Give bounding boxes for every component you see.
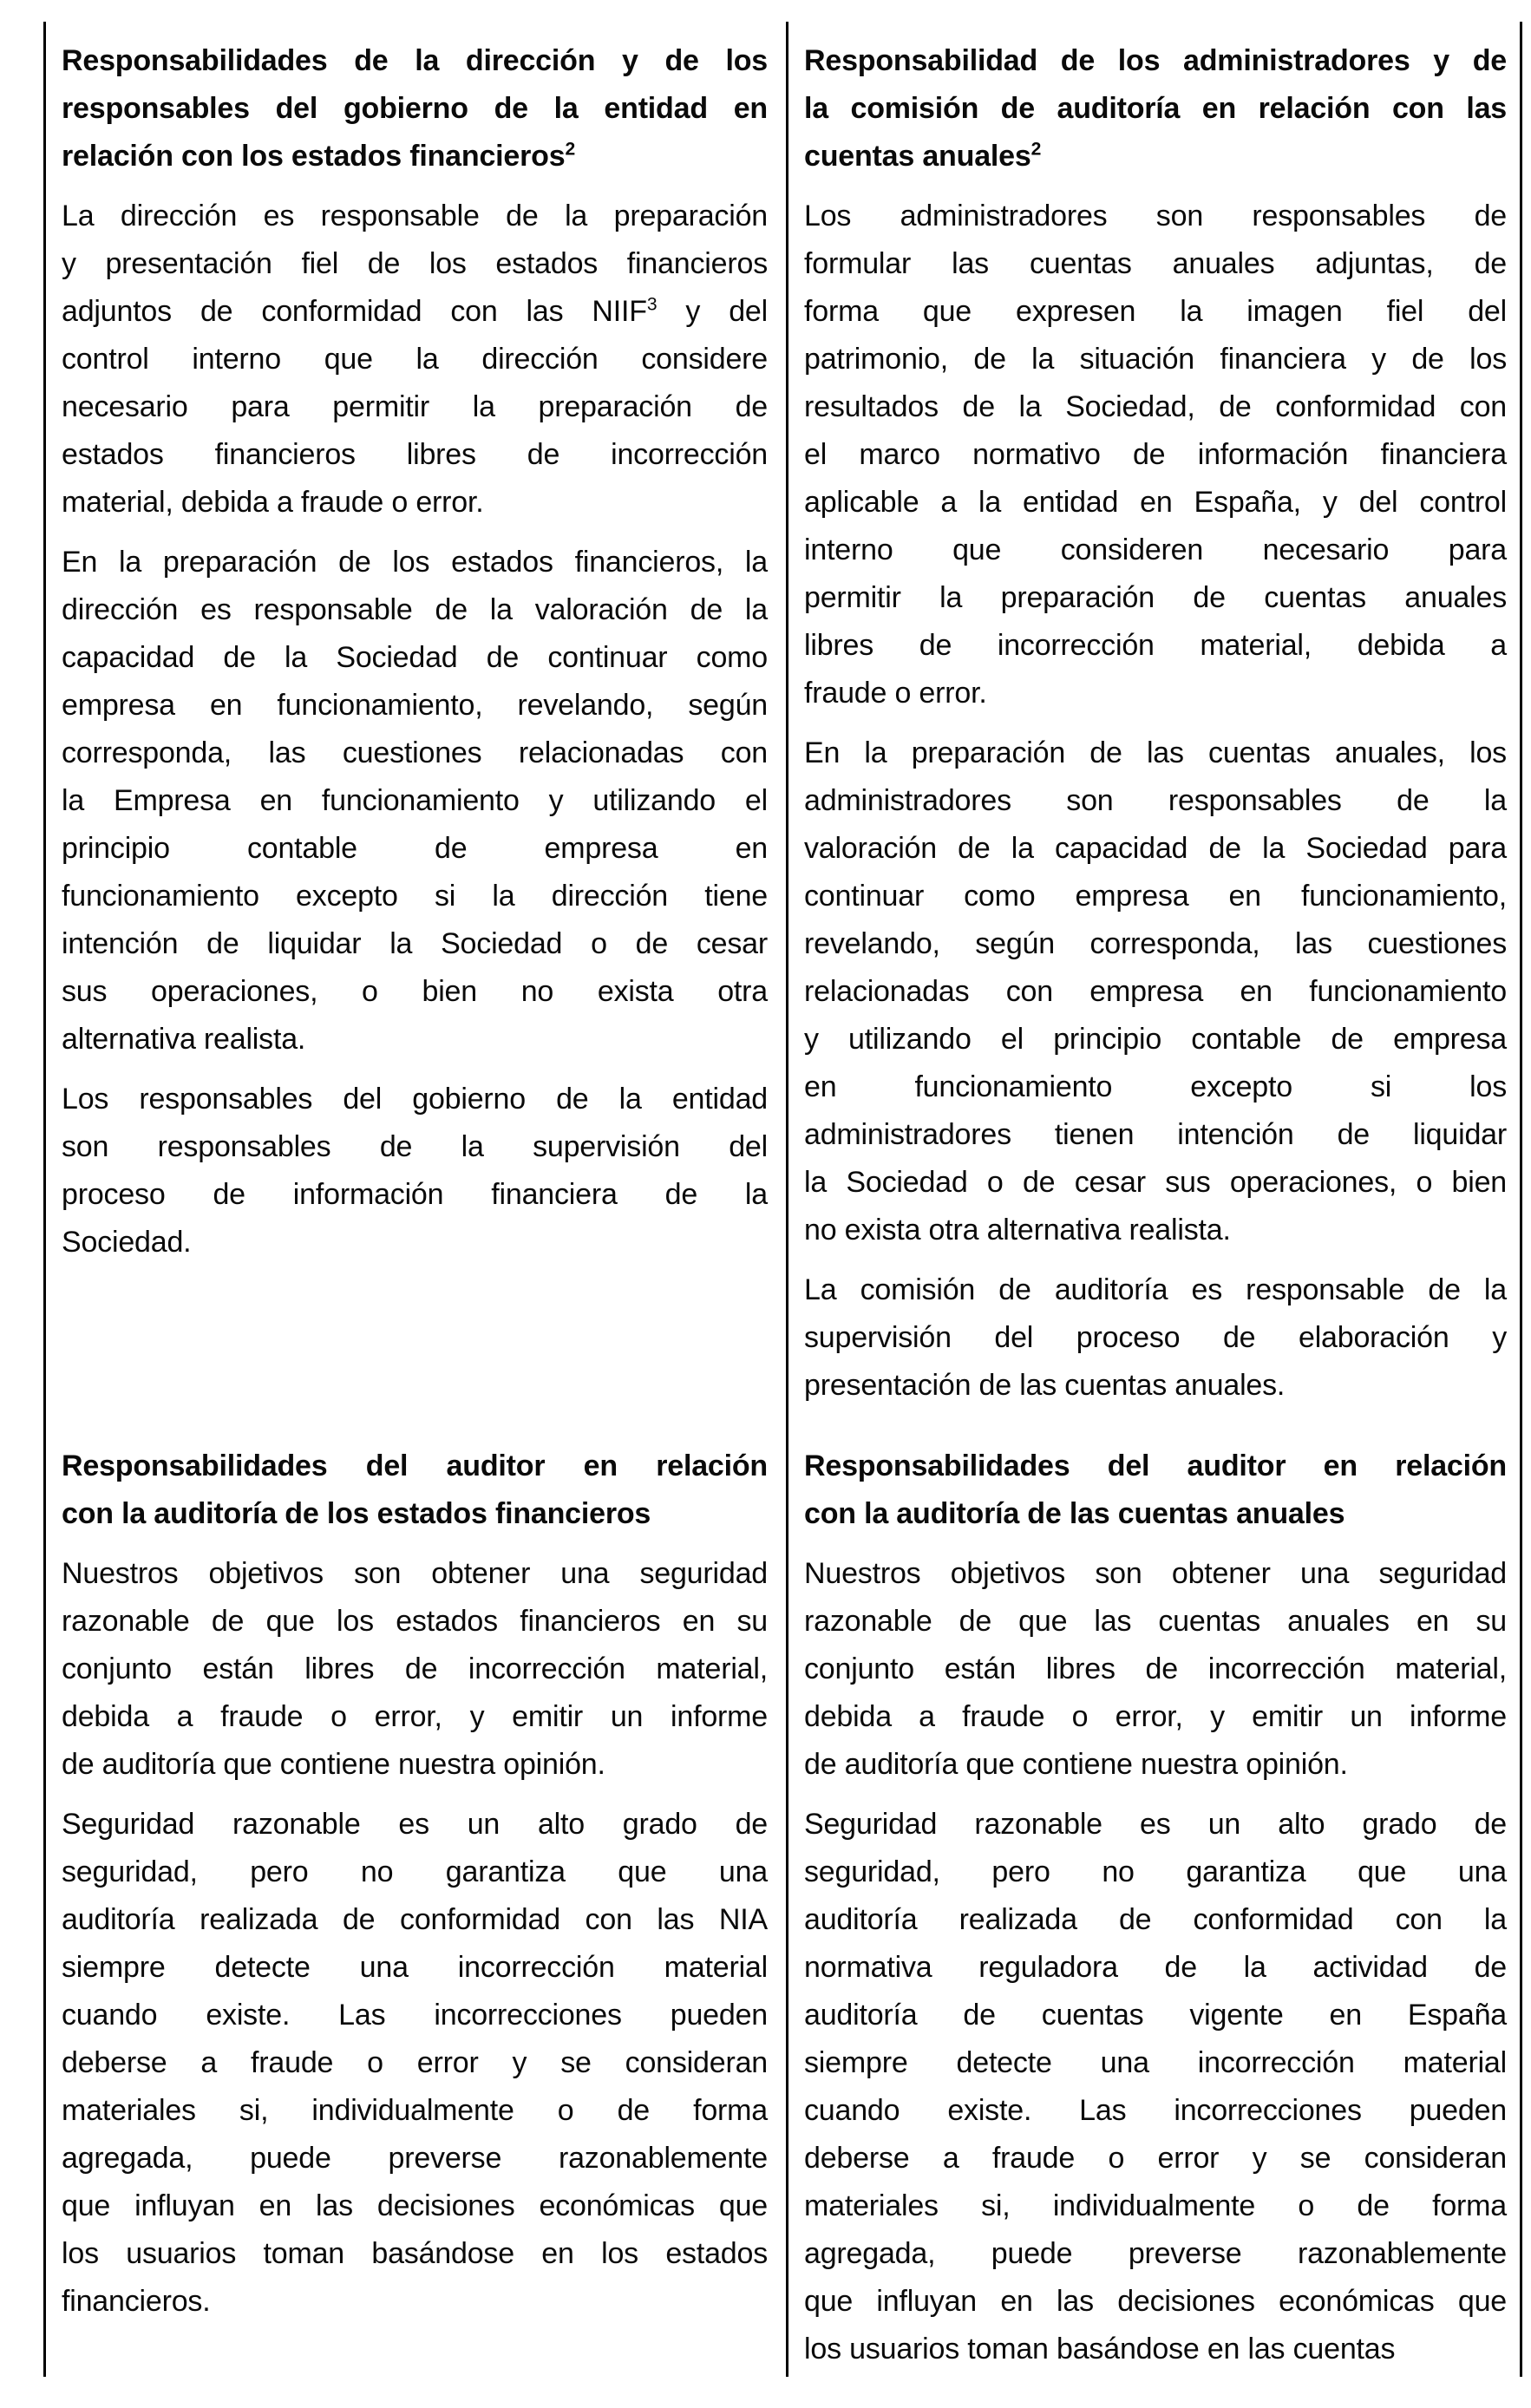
text-line: presentación de las cuentas anuales. xyxy=(804,1369,1286,1402)
text-line: Responsabilidades del auditor en relación xyxy=(62,1449,768,1482)
text-line: Responsabilidades del auditor en relación xyxy=(804,1449,1507,1482)
text-line: conjunto están libres de incorrección material, xyxy=(804,1652,1507,1685)
text-line: formular las cuentas anuales adjuntas, de xyxy=(804,247,1507,280)
cell-estados-financieros-auditor xyxy=(46,1427,786,2377)
text-line: Responsabilidad de los administradores y de xyxy=(804,44,1507,77)
text-line: relación con los estados financieros$^2$ xyxy=(62,139,575,173)
text-line: agregada, puede preverse razonablemente xyxy=(804,2237,1507,2270)
paragraph xyxy=(804,193,1507,717)
text-line: dirección es responsable de la valoración de la xyxy=(62,593,768,626)
text-line: agregada, puede preverse razonablemente xyxy=(62,2142,768,2175)
text-line: auditoría de cuentas vigente en España xyxy=(804,1999,1507,2032)
paragraph xyxy=(62,1801,768,2326)
text-line: Nuestros objetivos son obtener una seguridad xyxy=(804,1557,1507,1590)
text-line: seguridad, pero no garantiza que una xyxy=(804,1855,1507,1888)
text-line: principio contable de empresa en xyxy=(62,832,768,865)
text-line: la Sociedad o de cesar sus operaciones, o bien xyxy=(804,1166,1507,1199)
text-line: auditoría realizada de conformidad con las NIA xyxy=(62,1903,768,1936)
text-line: cuando existe. Las incorrecciones pueden xyxy=(804,2094,1507,2127)
cell-cuentas-anuales-auditor xyxy=(786,1427,1525,2377)
text-line: financieros. xyxy=(62,2285,211,2318)
text-line: conjunto están libres de incorrección material, xyxy=(62,1652,768,1685)
footnote-reference: 2 xyxy=(1030,139,1042,160)
text-line: siempre detecte una incorrección material xyxy=(62,1951,768,1984)
paragraph xyxy=(804,1801,1507,2373)
text-line: resultados de la Sociedad, de conformidad con xyxy=(804,390,1507,423)
text-line: administradores son responsables de la xyxy=(804,784,1507,817)
text-line: En la preparación de las cuentas anuales, los xyxy=(804,736,1507,769)
section-heading xyxy=(62,37,768,180)
text-line: relacionadas con empresa en funcionamiento xyxy=(804,975,1507,1008)
text-line: con la auditoría de los estados financieros xyxy=(62,1497,651,1530)
cell-estados-financieros-direccion xyxy=(46,22,786,1427)
text-line: la comisión de auditoría en relación con las xyxy=(804,92,1507,125)
text-line: materiales si, individualmente o de forma xyxy=(62,2094,768,2127)
text-line: necesario para permitir la preparación de xyxy=(62,390,768,423)
text-line: razonable de que las cuentas anuales en su xyxy=(804,1605,1507,1638)
text-line: Los responsables del gobierno de la entidad xyxy=(62,1083,768,1116)
text-line: deberse a fraude o error y se consideran xyxy=(62,2046,768,2079)
text-line: y presentación fiel de los estados financieros xyxy=(62,247,768,280)
text-line: responsables del gobierno de la entidad en xyxy=(62,92,768,125)
text-line: debida a fraude o error, y emitir un informe xyxy=(804,1700,1507,1733)
text-line: Seguridad razonable es un alto grado de xyxy=(62,1808,768,1841)
text-line: razonable de que los estados financieros en su xyxy=(62,1605,768,1638)
footnote-reference: 3 xyxy=(646,294,658,315)
footnote-reference: 2 xyxy=(565,139,575,160)
text-line: no exista otra alternativa realista. xyxy=(804,1214,1231,1247)
text-line: los usuarios toman basándose en los estados xyxy=(62,2237,768,2270)
text-line: Responsabilidades de la dirección y de los xyxy=(62,44,768,77)
text-line: debida a fraude o error, y emitir un informe xyxy=(62,1700,768,1733)
text-line: alternativa realista. xyxy=(62,1023,306,1056)
text-line: Seguridad razonable es un alto grado de xyxy=(804,1808,1507,1841)
text-line: la Empresa en funcionamiento y utilizando el xyxy=(62,784,768,817)
text-line: cuentas anuales$^2$ xyxy=(804,139,1042,173)
paragraph xyxy=(62,193,768,527)
section-heading xyxy=(62,1443,768,1538)
text-line: En la preparación de los estados financieros, la xyxy=(62,546,768,579)
text-line: permitir la preparación de cuentas anuales xyxy=(804,581,1507,614)
paragraph xyxy=(804,730,1507,1254)
text-line: forma que expresen la imagen fiel del xyxy=(804,295,1507,328)
text-line: el marco normativo de información financiera xyxy=(804,438,1507,471)
text-line: adjuntos de conformidad con las NIIF$^3$ y del xyxy=(62,294,768,328)
paragraph xyxy=(804,1266,1507,1410)
text-line: Nuestros objetivos son obtener una seguridad xyxy=(62,1557,768,1590)
text-line: fraude o error. xyxy=(804,677,987,710)
text-line: intención de liquidar la Sociedad o de cesar xyxy=(62,927,768,960)
text-line: administradores tienen intención de liquidar xyxy=(804,1118,1507,1151)
text-line: normativa reguladora de la actividad de xyxy=(804,1951,1507,1984)
text-line: en funcionamiento excepto si los xyxy=(804,1070,1507,1103)
text-line: deberse a fraude o error y se consideran xyxy=(804,2142,1507,2175)
cell-cuentas-anuales-administradores xyxy=(786,22,1525,1427)
text-line: materiales si, individualmente o de forma xyxy=(804,2189,1507,2222)
text-line: Sociedad. xyxy=(62,1226,192,1259)
text-line: de auditoría que contiene nuestra opinión. xyxy=(804,1748,1348,1781)
section-heading xyxy=(804,37,1507,180)
text-line: los usuarios toman basándose en las cuentas xyxy=(804,2333,1396,2365)
text-line: patrimonio, de la situación financiera y de los xyxy=(804,343,1507,376)
text-line: que influyan en las decisiones económicas que xyxy=(62,2189,768,2222)
text-line: de auditoría que contiene nuestra opinión. xyxy=(62,1748,605,1781)
text-line: capacidad de la Sociedad de continuar como xyxy=(62,641,768,674)
section-heading xyxy=(804,1443,1507,1538)
text-line: valoración de la capacidad de la Sociedad para xyxy=(804,832,1507,865)
text-line: revelando, según corresponda, las cuestiones xyxy=(804,927,1507,960)
text-line: que influyan en las decisiones económicas que xyxy=(804,2285,1507,2318)
text-line: seguridad, pero no garantiza que una xyxy=(62,1855,768,1888)
text-line: corresponda, las cuestiones relacionadas con xyxy=(62,736,768,769)
text-line: La dirección es responsable de la preparación xyxy=(62,200,768,232)
text-line: continuar como empresa en funcionamiento, xyxy=(804,880,1507,913)
paragraph xyxy=(62,1076,768,1266)
text-line: cuando existe. Las incorrecciones pueden xyxy=(62,1999,768,2032)
text-line: empresa en funcionamiento, revelando, según xyxy=(62,689,768,722)
text-line: control interno que la dirección considere xyxy=(62,343,768,376)
text-line: funcionamiento excepto si la dirección tiene xyxy=(62,880,768,913)
text-line: siempre detecte una incorrección material xyxy=(804,2046,1507,2079)
text-line: supervisión del proceso de elaboración y xyxy=(804,1321,1507,1354)
text-line: y utilizando el principio contable de empresa xyxy=(804,1023,1507,1056)
text-line: Los administradores son responsables de xyxy=(804,200,1507,232)
paragraph xyxy=(804,1550,1507,1789)
text-line: auditoría realizada de conformidad con la xyxy=(804,1903,1507,1936)
text-line: son responsables de la supervisión del xyxy=(62,1130,768,1163)
paragraph xyxy=(62,539,768,1063)
text-line: estados financieros libres de incorrección xyxy=(62,438,768,471)
text-line: sus operaciones, o bien no exista otra xyxy=(62,975,768,1008)
text-line: libres de incorrección material, debida a xyxy=(804,629,1507,662)
text-line: aplicable a la entidad en España, y del control xyxy=(804,486,1507,519)
text-line: interno que consideren necesario para xyxy=(804,533,1507,566)
text-line: material, debida a fraude o error. xyxy=(62,486,484,519)
text-line: proceso de información financiera de la xyxy=(62,1178,768,1211)
text-line: La comisión de auditoría es responsable de la xyxy=(804,1273,1507,1306)
paragraph xyxy=(62,1550,768,1789)
text-line: con la auditoría de las cuentas anuales xyxy=(804,1497,1345,1530)
comparison-table xyxy=(43,22,1522,2377)
